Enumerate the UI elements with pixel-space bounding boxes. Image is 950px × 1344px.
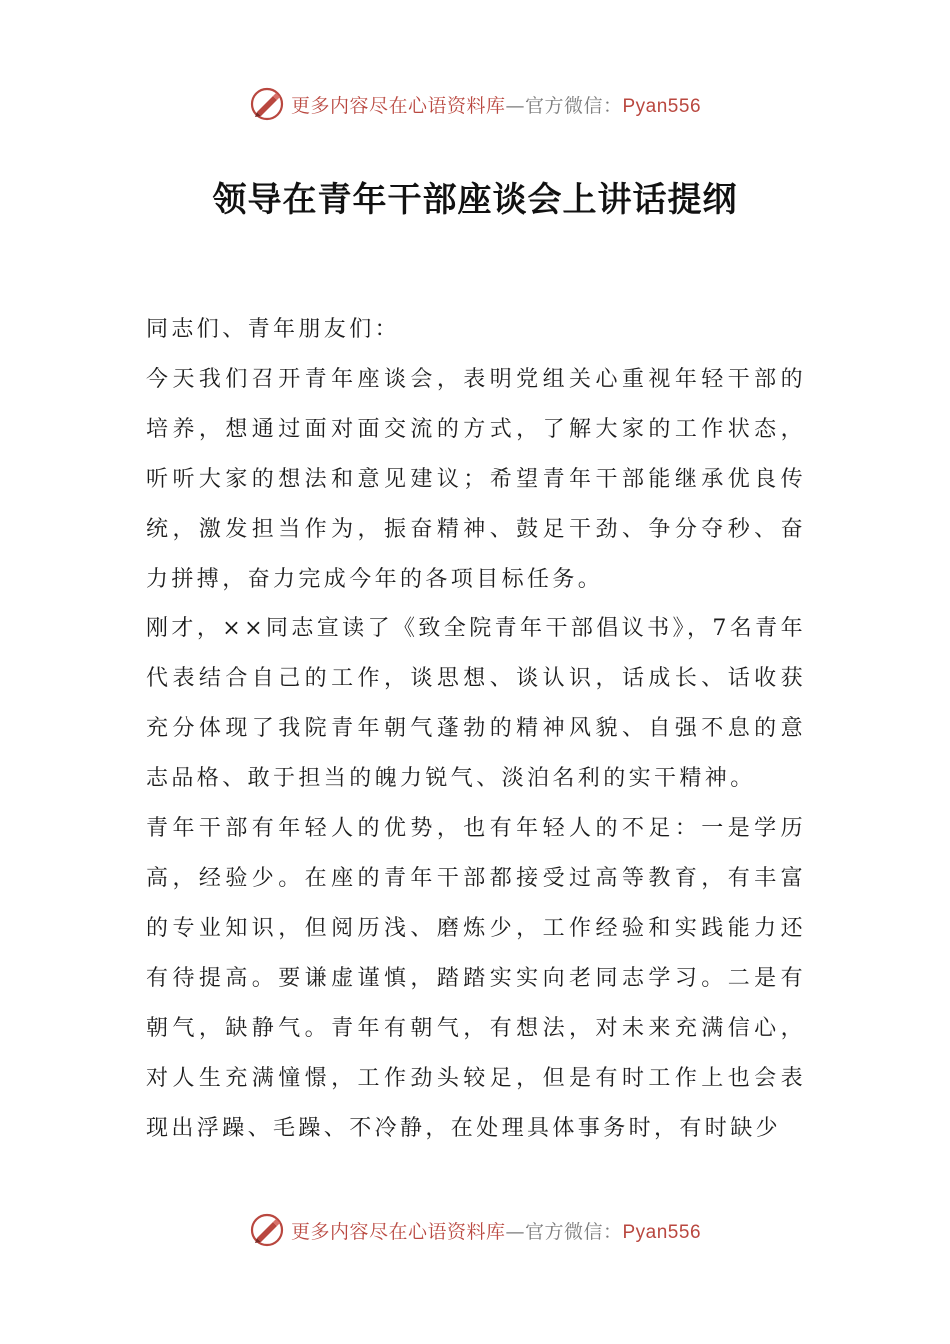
body-paragraph: 今天我们召开青年座谈会，表明党组关心重视年轻干部的培养，想通过面对面交流的方式，了解大家的工作状态，听听大家的想法和意见建议；希望青年干部能继承优良传统，激发担当作为，振奋精神、鼓足干劲、争分夺秒、奋力拼搏，奋力完成今年的各项目标任务。 <box>146 366 806 592</box>
footer-text-main: 更多内容尽在心语资料库 <box>290 1220 506 1243</box>
document-title: 领导在青年干部座谈会上讲话提纲 <box>212 180 738 220</box>
footer-watermark-text <box>291 1217 701 1244</box>
header-text-wechat: 官方微信： <box>524 94 623 117</box>
header-text-dash: — <box>505 94 525 117</box>
body-paragraph: 刚才，××同志宣读了《致全院青年干部倡议书》，7名青年代表结合自己的工作，谈思想、谈认识，话成长、话收获充分体现了我院青年朝气蓬勃的精神风貌、自强不息的意志品格、敢于担当的魄力锐气、淡泊名利的实干精神。 <box>146 616 806 792</box>
footer-text-wechat: 官方微信： <box>524 1220 623 1243</box>
footer-text-id: Pyan556 <box>622 1221 702 1243</box>
document-body <box>146 305 806 1153</box>
header-watermark <box>0 82 950 126</box>
pen-circle-logo-icon <box>249 1212 285 1248</box>
header-text-id: Pyan556 <box>622 95 702 117</box>
header-text-main: 更多内容尽在心语资料库 <box>290 94 506 117</box>
body-paragraph: 同志们、青年朋友们： <box>146 317 401 342</box>
footer-text-dash: — <box>505 1220 525 1243</box>
footer-watermark <box>0 1208 950 1252</box>
pen-circle-logo-icon <box>249 86 285 122</box>
body-paragraph: 青年干部有年轻人的优势，也有年轻人的不足：一是学历高，经验少。在座的青年干部都接受过高等教育，有丰富的专业知识，但阅历浅、磨炼少，工作经验和实践能力还有待提高。要谦虚谨慎，踏踏实实向老同志学习。二是有朝气，缺静气。青年有朝气，有想法，对未来充满信心，对人生充满憧憬，工作劲头较足，但是有时工作上也会表现出浮躁、毛躁、不冷静，在处理具体事务时，有时缺少 <box>146 816 806 1141</box>
header-watermark-text <box>291 91 701 118</box>
